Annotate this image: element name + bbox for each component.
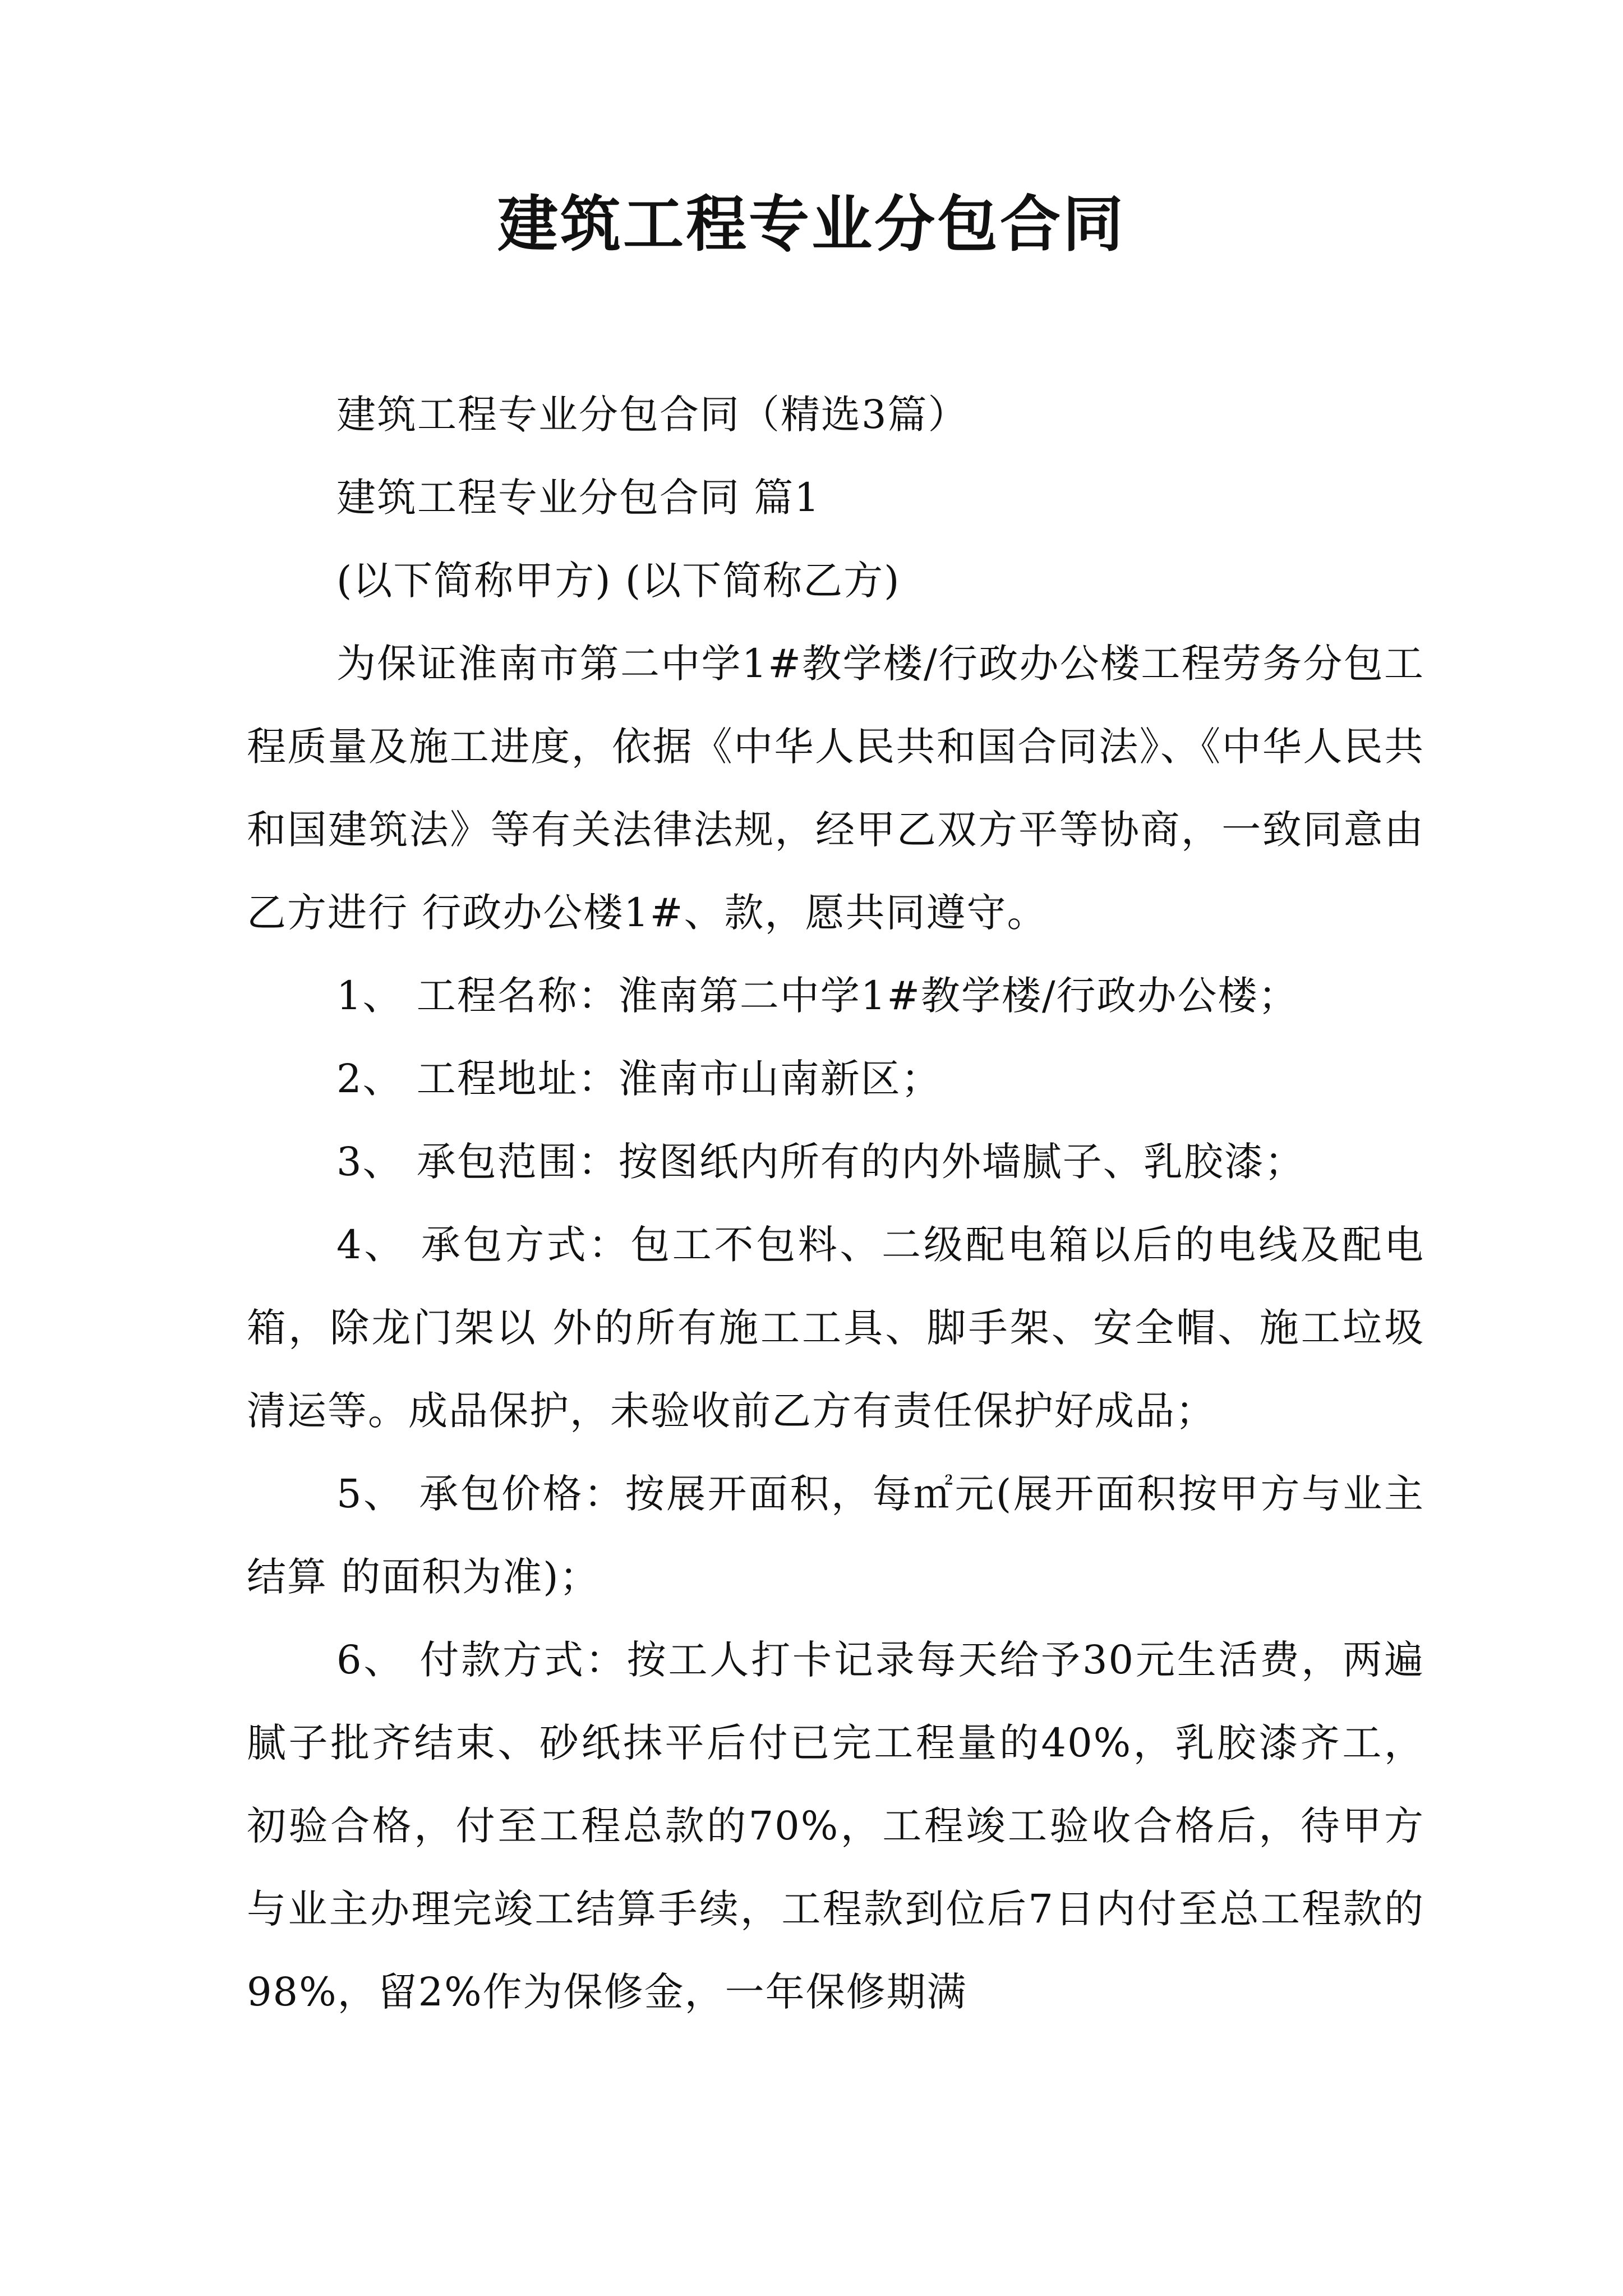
section-heading: 建筑工程专业分包合同 篇1 xyxy=(336,475,820,521)
document-body xyxy=(247,373,1424,2033)
document-title: 建筑工程专业分包合同 xyxy=(497,189,1126,260)
clause-6-payment: 6、 付款方式：按工人打卡记录每天给予30元生活费，两遍腻子批齐结束、砂纸抹平后付已完工程量的40%，乳胶漆齐工，初验合格，付至工程总款的70%，工程竣工验收合格后，待甲方与业主办理完竣工结算手续，工程款到位后7日内付至总工程款的98%，留2%作为保修金，一年保修期满 xyxy=(247,1637,1424,2015)
subtitle-paragraph: 建筑工程专业分包合同（精选3篇） xyxy=(336,392,969,438)
clause-2-project-address: 2、 工程地址：淮南市山南新区； xyxy=(336,1056,942,1102)
clause-5-price: 5、 承包价格：按展开面积，每㎡元(展开面积按甲方与业主结算 的面积为准)； xyxy=(247,1471,1424,1600)
clause-4-method: 4、 承包方式：包工不包料、二级配电箱以后的电线及配电箱，除龙门架以 外的所有施工工具、脚手架、安全帽、施工垃圾清运等。成品保护，未验收前乙方有责任保护好成品； xyxy=(247,1222,1424,1434)
parties-paragraph: (以下简称甲方) (以下简称乙方) xyxy=(336,558,901,604)
preamble-paragraph: 为保证淮南市第二中学1#教学楼/行政办公楼工程劳务分包工程质量及施工进度，依据《中华人民共和国合同法》、《中华人民共和国建筑法》等有关法律法规，经甲乙双方平等协商，一致同意由乙方进行 行政办公楼1#、款，愿共同遵守。 xyxy=(247,641,1424,936)
clause-1-project-name: 1、 工程名称：淮南第二中学1#教学楼/行政办公楼； xyxy=(336,973,1299,1019)
clause-3-scope: 3、 承包范围：按图纸内所有的内外墙腻子、乳胶漆； xyxy=(336,1139,1305,1185)
